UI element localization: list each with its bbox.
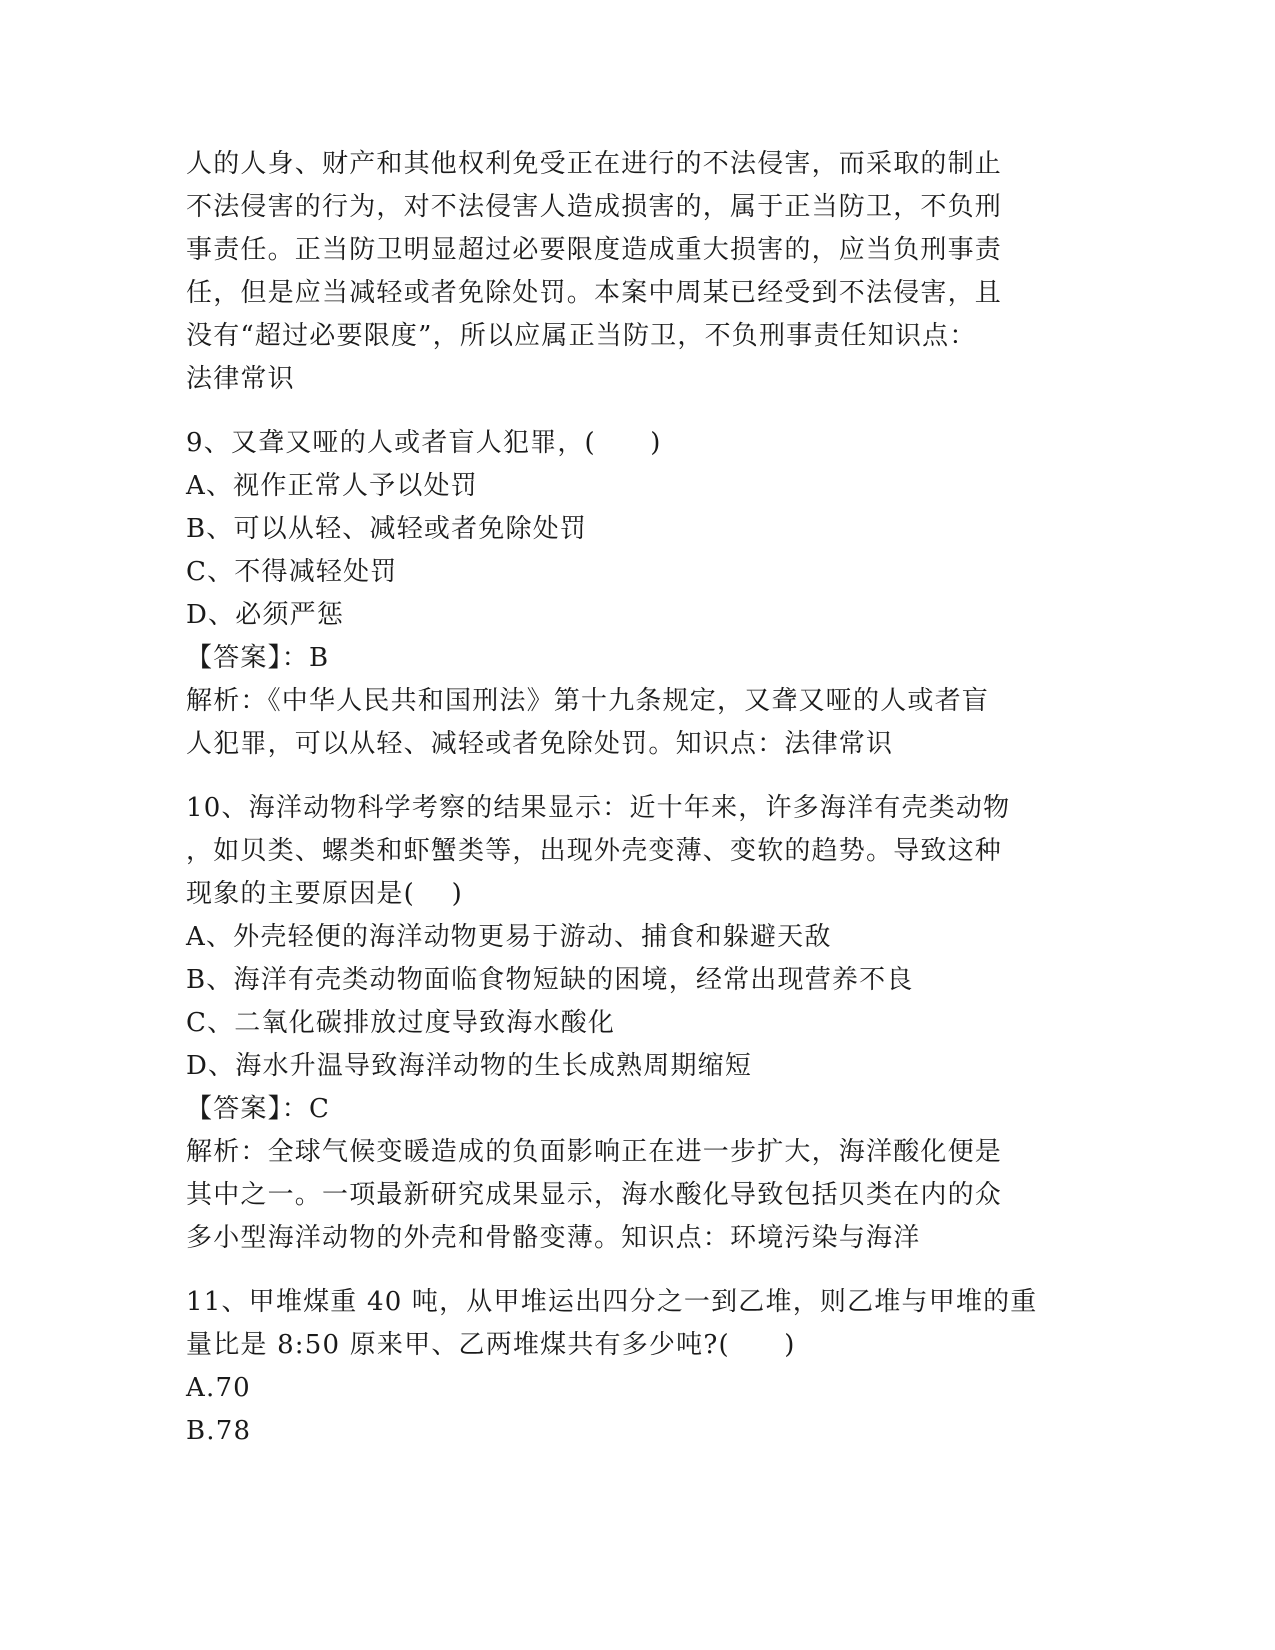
explanation-line: 解析：全球气候变暖造成的负面影响正在进一步扩大，海洋酸化便是: [186, 1137, 1003, 1167]
text-line: 没有“超过必要限度”，所以应属正当防卫，不负刑事责任知识点：: [186, 321, 977, 351]
question-11: [186, 1281, 1086, 1453]
question-stem: ，如贝类、螺类和虾蟹类等，出现外壳变薄、变软的趋势。导致这种: [186, 836, 1003, 866]
question-10: [186, 787, 1086, 1260]
explanation-line: 人犯罪，可以从轻、减轻或者免除处罚。知识点：法律常识: [186, 729, 894, 759]
document-page: [186, 143, 1086, 1453]
option-a: A.70: [186, 1373, 251, 1403]
text-line: 不法侵害的行为，对不法侵害人造成损害的，属于正当防卫，不负刑: [186, 192, 1003, 222]
option-d: D、必须严惩: [186, 600, 345, 630]
option-a: A、外壳轻便的海洋动物更易于游动、捕食和躲避天敌: [186, 922, 832, 952]
option-b: B、海洋有壳类动物面临食物短缺的困境，经常出现营养不良: [186, 965, 914, 995]
text-line: 事责任。正当防卫明显超过必要限度造成重大损害的，应当负刑事责: [186, 235, 1003, 265]
question-stem: 量比是 8:50 原来甲、乙两堆煤共有多少吨?( ): [186, 1330, 796, 1360]
explanation-line: 其中之一。一项最新研究成果显示，海水酸化导致包括贝类在内的众: [186, 1180, 1003, 1210]
question-stem: 10、海洋动物科学考察的结果显示：近十年来，许多海洋有壳类动物: [186, 793, 1011, 823]
option-d: D、海水升温导致海洋动物的生长成熟周期缩短: [186, 1051, 753, 1081]
question-9: [186, 422, 1086, 766]
text-line: 任，但是应当减轻或者免除处罚。本案中周某已经受到不法侵害，且: [186, 278, 1003, 308]
question-stem: 现象的主要原因是( ): [186, 879, 463, 909]
previous-explanation: [186, 143, 1086, 401]
option-b: B、可以从轻、减轻或者免除处罚: [186, 514, 588, 544]
text-line: 法律常识: [186, 364, 295, 394]
option-c: C、不得减轻处罚: [186, 557, 398, 587]
explanation-line: 多小型海洋动物的外壳和骨骼变薄。知识点：环境污染与海洋: [186, 1223, 921, 1253]
answer: 【答案】：B: [186, 643, 330, 673]
question-stem: 11、甲堆煤重 40 吨，从甲堆运出四分之一到乙堆，则乙堆与甲堆的重: [186, 1287, 1038, 1317]
answer: 【答案】：C: [186, 1094, 331, 1124]
option-b: B.78: [186, 1416, 252, 1446]
text-line: 人的人身、财产和其他权利免受正在进行的不法侵害，而采取的制止: [186, 149, 1003, 179]
question-stem: 9、又聋又哑的人或者盲人犯罪，( ): [186, 428, 662, 458]
explanation-line: 解析：《中华人民共和国刑法》第十九条规定，又聋又哑的人或者盲: [186, 686, 990, 716]
option-c: C、二氧化碳排放过度导致海水酸化: [186, 1008, 616, 1038]
option-a: A、视作正常人予以处罚: [186, 471, 478, 501]
